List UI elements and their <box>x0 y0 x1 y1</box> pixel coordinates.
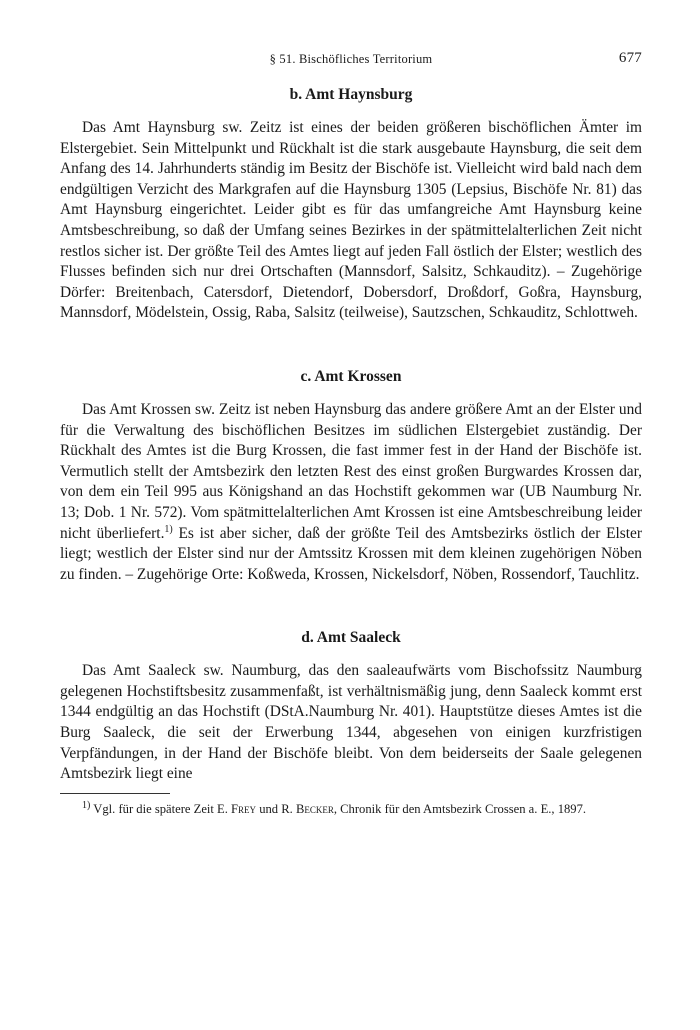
paragraph-amt-krossen <box>60 400 642 585</box>
section-heading-amt-krossen: c. Amt Krossen <box>300 367 402 385</box>
section-heading-amt-saaleck: d. Amt Saaleck <box>301 629 401 647</box>
footnote-author-becker: Becker <box>295 801 334 816</box>
document-page <box>60 52 642 818</box>
footnote-marker: 1) <box>82 799 91 811</box>
footnote-reference: 1) <box>164 523 173 535</box>
footnote-text-end: , Chronik für den Amtsbezirk Crossen a. E., 1897. <box>333 801 587 816</box>
paragraph-text-after-note: Es ist aber sicher, daß der größte Teil des Amtsbezirks östlich der Elster liegt; westlich der Elster sind nur der Amtssitz Krossen mit dem kleinen zugehörigen Nöben zu finden. – Zugehörige Orte: Koßweda, Krossen, Nickelsdorf, Nöben, Rossendorf, Tauchlitz. <box>60 524 642 583</box>
running-title: § 51. Bischöfliches Territorium <box>269 52 433 66</box>
footnote-text-mid: und R. <box>256 801 296 816</box>
section-heading-amt-haynsburg: b. Amt Haynsburg <box>289 86 413 103</box>
footnote-divider <box>60 793 170 794</box>
paragraph-text-before-note: Das Amt Krossen sw. Zeitz ist neben Haynsburg das andere größere Amt an der Elster und für die Verwaltung des bischöflichen Besitzes im südlichen Elstergebiet zuständig. Der Rückhalt des Amtes ist die Burg Krossen, die fast immer fest in der Hand der Bischöfe ist. Vermutlich stellt der Amtsbezirk den letzten Rest des einst großen Burgwardes Krossen dar, von dem ein Teil 995 aus Königshand an das Hochstift gekommen war (UB Naumburg Nr. 13; Dob. 1 Nr. 572). Vom spätmittelalterlichen Amt Krossen ist eine Amtsbeschreibung leider nicht überliefert. <box>60 400 642 542</box>
paragraph-amt-haynsburg: Das Amt Haynsburg sw. Zeitz ist eines der beiden größeren bischöflichen Ämter im Elstergebiet. Sein Mittelpunkt und Rückhalt ist die stark ausgebaute Haynsburg, die seit dem Anfang des 14. Jahrhunderts ständig im Besitz der Bischöfe ist. Vielleicht wird bald nach dem endgültigen Verzicht des Markgrafen auf die Haynsburg 1305 (Lepsius, Bischöfe Nr. 81) das Amt Haynsburg eingerichtet. Leider gibt es für das umfangreiche Amt Haynsburg keine Amtsbeschreibung, so daß der Umfang seines Bezirkes in der spätmittelalterlichen Zeit nicht restlos sicher ist. Der größte Teil des Amtes liegt auf jeden Fall östlich der Elster; westlich des Flusses befinden sich nur drei Ortschaften (Mannsdorf, Salsitz, Schkauditz). – Zugehörige Dörfer: Breitenbach, Catersdorf, Dietendorf, Dobersdorf, Droßdorf, Goßra, Haynsburg, Mannsdorf, Mödelstein, Ossig, Raba, Salsitz (teilweise), Sautzschen, Schkauditz, Schlottweh. <box>60 119 642 322</box>
running-head <box>60 52 642 72</box>
paragraph-amt-saaleck: Das Amt Saaleck sw. Naumburg, das den saaleaufwärts vom Bischofssitz Naumburg gelegenen Hochstiftsbesitz zusammenfaßt, ist verhältnismäßig jung, denn Saaleck kommt erst 1344 endgültig an das Hochstift (DStA.Naumburg Nr. 401). Hauptstütze dieses Amtes ist die Burg Saaleck, die seit der Erwerbung 1344, abgesehen von einigen kurzfristigen Verpfändungen, in der Hand der Bischöfe bleibt. Von dem beiderseits der Saale gelegenen Amtsbezirk liegt eine <box>60 662 642 783</box>
footnote-author-frey: Frey <box>231 801 257 816</box>
footnote-text-start: Vgl. für die spätere Zeit E. <box>90 801 232 816</box>
footnote <box>60 800 642 818</box>
page-number: 677 <box>618 50 642 66</box>
